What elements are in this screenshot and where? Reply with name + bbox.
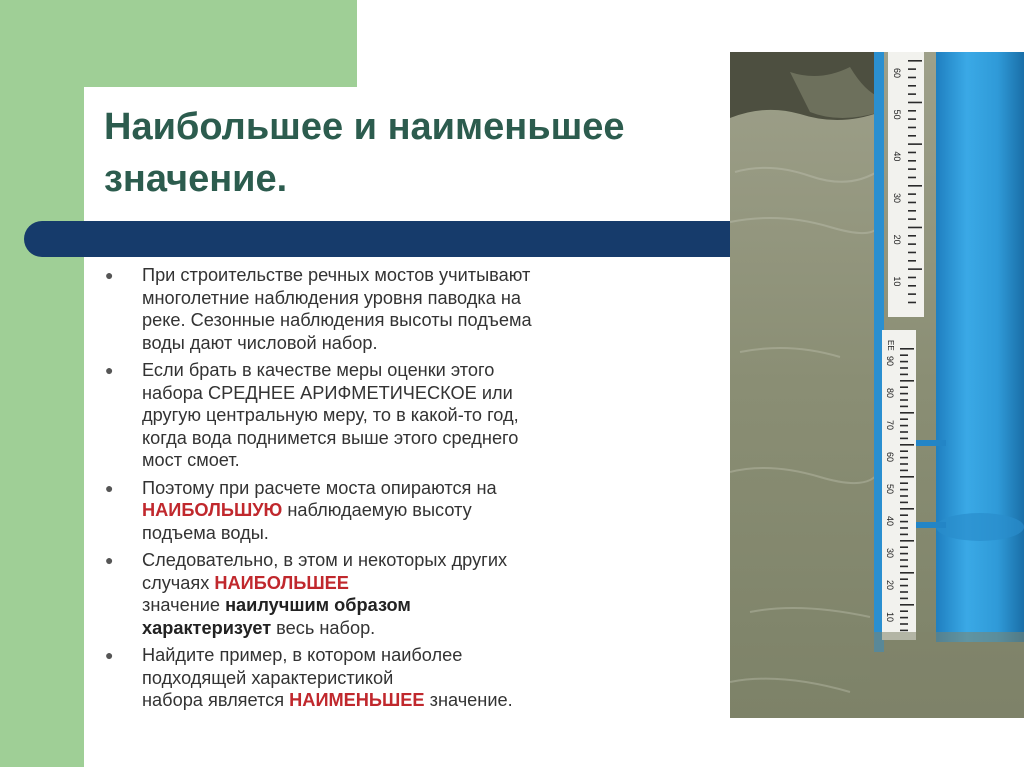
bullet-line	[142, 689, 660, 712]
gauge-tick	[900, 457, 908, 459]
gauge-label: 10	[892, 276, 902, 287]
bullet-line	[142, 594, 660, 617]
gauge-tick	[908, 302, 916, 304]
gauge-label: 40	[885, 516, 895, 527]
gauge-tick	[900, 604, 914, 606]
bullet-line	[142, 404, 660, 427]
gauge-label: 30	[892, 193, 902, 204]
bullet-dot-icon: ●	[105, 479, 114, 496]
gauge-tick	[908, 168, 916, 170]
title-line-1: Наибольшее и наименьшее	[104, 106, 625, 148]
gauge-tick	[908, 85, 916, 87]
title-underline-bar	[24, 221, 784, 257]
gauge-tick	[900, 393, 908, 395]
text-segment: набора СРЕДНЕЕ АРИФМЕТИЧЕСКОЕ или	[142, 382, 513, 403]
text-segment: весь набор.	[271, 617, 376, 638]
text-segment: значение	[142, 595, 226, 615]
gauge-tick	[908, 193, 916, 195]
gauge-tick	[908, 68, 916, 70]
text-segment: другую центральную меру, то в какой-то год,	[142, 405, 519, 425]
gauge-tick	[900, 348, 914, 350]
gauge-tick	[900, 444, 914, 446]
gauge-tick	[900, 386, 908, 388]
bullet-line	[142, 477, 660, 500]
text-segment: реке. Сезонные наблюдения высоты подъема	[142, 310, 532, 330]
gauge-tick	[900, 578, 908, 580]
gauge-tick	[900, 463, 908, 465]
gauge-tick	[900, 546, 908, 548]
bullet-line	[142, 382, 660, 405]
gauge-label: 20	[892, 234, 902, 245]
gauge-tick	[900, 514, 908, 516]
gauge-tick	[900, 380, 914, 382]
gauge-tick	[900, 566, 908, 568]
gauge-tick	[908, 243, 916, 245]
river-gauge-image	[730, 52, 1024, 718]
gauge-tick	[900, 534, 908, 536]
text-segment: Найдите пример, в котором наиболее	[142, 645, 463, 665]
gauge-tick	[900, 470, 908, 472]
gauge-tick	[900, 354, 908, 356]
green-accent-left	[0, 0, 84, 767]
gauge-tick	[900, 598, 908, 600]
gauge-label: 50	[885, 484, 895, 495]
gauge-tick	[908, 268, 922, 270]
gauge-label: 70	[885, 420, 895, 431]
gauge-tick	[900, 476, 914, 478]
bullet-item	[100, 549, 660, 639]
text-segment: набора является	[142, 690, 290, 710]
bullet-line	[142, 499, 660, 522]
bold-text: наилучшим образом	[225, 595, 411, 615]
bullet-line	[142, 522, 660, 545]
gauge-tick	[900, 553, 908, 555]
river-gauge-photo	[730, 52, 1024, 718]
gauge-tick	[900, 399, 908, 401]
gauge-tick	[900, 572, 914, 574]
bullet-line	[142, 617, 660, 640]
gauge-tick	[908, 218, 916, 220]
gauge-tick	[908, 118, 916, 120]
gauge-tick	[900, 617, 908, 619]
bullet-dot-icon: ●	[105, 552, 114, 568]
green-accent-top	[0, 0, 357, 87]
text-segment: наблюдаемую высоту	[282, 500, 472, 520]
text-segment: Следовательно, в этом и некоторых других	[142, 550, 508, 570]
gauge-label: 90	[885, 356, 895, 367]
highlighted-text: НАИБОЛЬШЕЕ	[214, 572, 349, 593]
gauge-tick	[900, 450, 908, 452]
gauge-tick	[908, 210, 916, 212]
gauge-tick	[900, 425, 908, 427]
gauge-label: 80	[885, 388, 895, 399]
gauge-tick	[900, 367, 908, 369]
text-segment: подъема воды.	[142, 522, 269, 543]
highlighted-text: НАИМЕНЬШЕЕ	[289, 690, 425, 710]
gauge-label: 50	[892, 109, 902, 120]
gauge-tick	[900, 489, 908, 491]
gauge-tick	[908, 77, 916, 79]
bullet-dot-icon: ●	[105, 647, 114, 663]
gauge-tick	[900, 406, 908, 408]
gauge-tick	[908, 185, 922, 187]
gauge-tick	[908, 293, 916, 295]
gauge-tick	[908, 285, 916, 287]
text-segment: Поэтому при расчете моста опираются на	[142, 477, 497, 498]
gauge-tick	[908, 135, 916, 137]
gauge-tick	[908, 227, 922, 229]
gauge-tick	[908, 60, 922, 62]
highlighted-text: НАИБОЛЬШУЮ	[142, 500, 283, 520]
gauge-tick	[908, 127, 916, 129]
text-segment: случаях	[142, 572, 215, 593]
bullet-line	[142, 359, 660, 382]
gauge-label: 60	[892, 68, 902, 79]
gauge-tick	[900, 482, 908, 484]
text-segment: При строительстве речных мостов учитывают	[142, 265, 531, 285]
gauge-label: 60	[885, 452, 895, 463]
bullet-item	[100, 264, 660, 354]
gauge-tick	[900, 495, 908, 497]
text-segment: Если брать в качестве меры оценки этого	[142, 360, 495, 380]
gauge-tick	[908, 260, 916, 262]
blue-pipe	[936, 52, 1024, 642]
gauge-tick	[900, 361, 908, 363]
bullet-line	[142, 287, 660, 310]
gauge-tick	[900, 431, 908, 433]
bullet-item	[100, 644, 660, 712]
gauge-tick	[908, 93, 916, 95]
bullet-line	[142, 572, 660, 595]
bullet-line	[142, 264, 660, 287]
gauge-tick	[908, 102, 922, 104]
text-segment: многолетние наблюдения уровня паводка на	[142, 287, 522, 308]
gauge-tick	[900, 438, 908, 440]
gauge-tick	[900, 585, 908, 587]
gauge-tick	[908, 177, 916, 179]
bullet-line	[142, 449, 660, 472]
gauge-tick	[900, 623, 908, 625]
bullet-line	[142, 332, 660, 355]
bullet-line	[142, 644, 660, 667]
bold-text: характеризует	[142, 617, 272, 638]
gauge-tick	[900, 418, 908, 420]
gauge-tick	[908, 202, 916, 204]
text-segment: воды дают числовой набор.	[142, 332, 378, 353]
gauge-tick	[900, 559, 908, 561]
gauge-tick	[900, 540, 914, 542]
gauge-label: 10	[885, 612, 895, 623]
gauge-tick	[900, 502, 908, 504]
text-segment: когда вода поднимется выше этого среднего	[142, 427, 519, 448]
bullet-line	[142, 309, 660, 332]
gauge-tick	[908, 152, 916, 154]
gauge-label: 30	[885, 548, 895, 559]
text-segment: подходящей характеристикой	[142, 667, 394, 688]
bullet-item	[100, 477, 660, 545]
bullet-item	[100, 359, 660, 472]
gauge-tick	[900, 508, 914, 510]
slide-title	[104, 101, 625, 205]
bullet-line	[142, 427, 660, 450]
gauge-tick	[900, 630, 908, 632]
gauge-label: 40	[892, 151, 902, 162]
gauge-tick	[908, 143, 922, 145]
gauge-tick	[900, 610, 908, 612]
bullet-dot-icon: ●	[105, 362, 114, 378]
gauge-tick	[900, 412, 914, 414]
bullet-list	[100, 264, 660, 717]
gauge-tick	[900, 521, 908, 523]
gauge-tick	[900, 591, 908, 593]
gauge-tick	[908, 110, 916, 112]
gauge-tick	[908, 252, 916, 254]
title-line-2: значение.	[104, 158, 288, 200]
gauge-mark: EE	[886, 340, 895, 351]
gauge-tick	[908, 160, 916, 162]
gauge-tick	[900, 374, 908, 376]
gauge-label: 20	[885, 580, 895, 591]
text-segment: значение.	[424, 690, 513, 710]
bullet-dot-icon: ●	[105, 267, 114, 283]
gauge-tick	[908, 277, 916, 279]
bullet-line	[142, 667, 660, 690]
gauge-tick	[908, 235, 916, 237]
gauge-tick	[900, 527, 908, 529]
text-segment: мост смоет.	[142, 450, 240, 470]
bullet-line	[142, 549, 660, 572]
